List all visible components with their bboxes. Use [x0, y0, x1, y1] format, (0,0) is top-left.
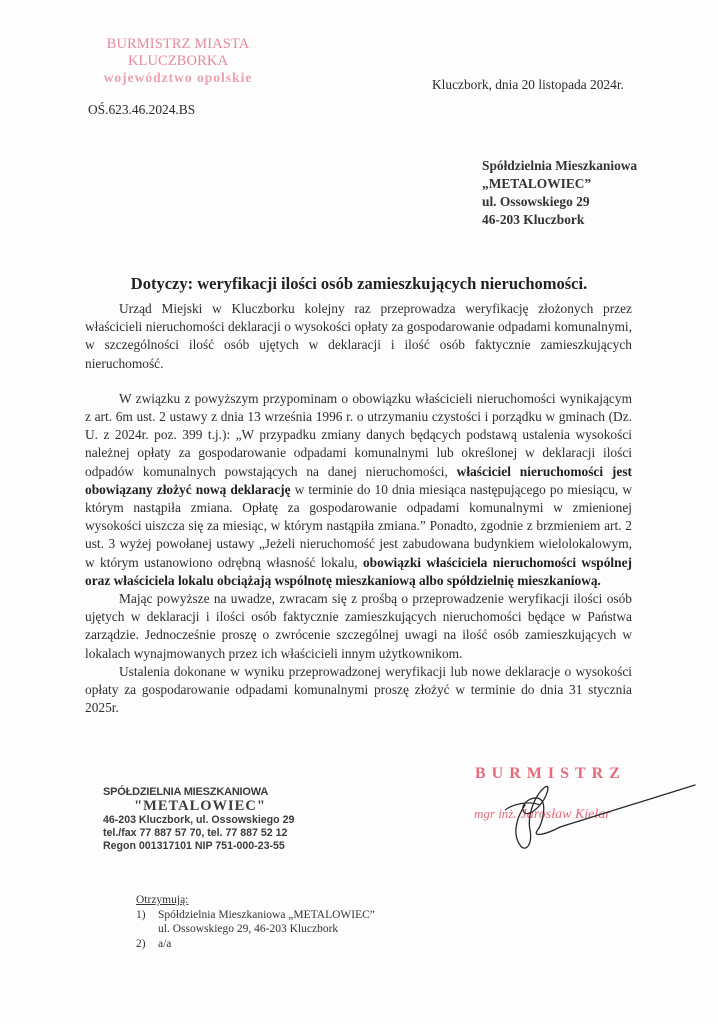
reference-number: OŚ.623.46.2024.BS [88, 102, 196, 117]
letter-date: Kluczbork, dnia 20 listopada 2024r. [432, 77, 624, 92]
paragraph-1: Urząd Miejski w Kluczborku kolejny raz przeprowadza weryfikację złożonych przez właścicieli nieruchomości deklaracji o wysokości opłaty za gospodarowanie odpadami komunalnymi, w szczególności ilość osób ujętych w deklaracji i ilość osób faktycznie zamieszkujących nieruchomość. [85, 301, 632, 371]
addressee-city: 46-203 Kluczbork [482, 212, 585, 227]
recipients-list: Otrzymują: 1) Spółdzielnia Mieszkaniowa „METALOWIEC” ul. Ossowskiego 29, 46-203 Kluczbork 2) a/a [136, 894, 375, 950]
mayor-title-stamp: BURMISTRZ [475, 765, 626, 782]
mayor-name-stamp: mgr inż. Jarosław Kielar [474, 806, 611, 822]
paragraph-4: Ustalenia dokonane w wyniku przeprowadzonej weryfikacji lub nowe deklaracje o wysokości opłaty za gospodarowanie odpadami komunalnymi proszę złożyć w terminie do dnia 31 stycznia 2025r. [85, 663, 632, 716]
cooperative-stamp: SPÓŁDZIELNIA MIESZKANIOWA "METALOWIEC" 46-203 Kluczbork, ul. Ossowskiego 29 tel./fax 77 887 57 70, tel. 77 887 52 12 Regon 001317101 NIP 751-000-23-55 [103, 786, 295, 852]
paragraph-2: W związku z powyższym przypominam o obowiązku właścicieli nieruchomości wynikającym z art. 6m ust. 2 ustawy z dnia 13 września 1996 r. o utrzymaniu czystości i porządku w gminach (Dz. U. z 2024r. poz. 399 t.j.): „W przypadku zmiany danych będących podstawą ustalenia wysokości należnej opłaty za gospodarowanie odpadami komunalnymi lub określonej w deklaracji ilości odpadów komunalnych powstających na danej nieruchomości, właściciel nieruchomości jest obowiązany złożyć nową deklarację w terminie do 10 dnia miesiąca następującego po miesiącu, w którym nastąpiła zmiana. Opłatę za gospodarowanie odpadami komunalnymi w zmienionej wysokości uiszcza się za miesiąc, w którym nastąpiła zmiana.” Ponadto, zgodnie z brzmieniem art. 2 ust. 3 wyżej powołanej ustawy „Jeżeli nieruchomość jest zabudowana budynkiem wielolokalowym, w którym ustanowiono odrębną własność lokalu, obowiązki właściciela nieruchomości wspólnej oraz właściciela lokalu obciążają wspólnotę mieszkaniową albo spółdzielnię mieszkaniową. [85, 390, 632, 588]
mayor-header-stamp [58, 36, 298, 86]
addressee-org: „METALOWIEC” [482, 176, 592, 191]
emphasis-cooperative: obowiązki właściciela nieruchomości wspólnej oraz właściciela lokalu obciążają wspólnotę mieszkaniową albo spółdzielnię mieszkaniową. [85, 554, 632, 588]
stamp-region: województwo opolskie [103, 70, 253, 85]
letter-body [85, 300, 632, 717]
addressee-name: Spółdzielnia Mieszkaniowa [482, 158, 638, 173]
addressee-block [482, 157, 637, 229]
emphasis-obligation: właściciel nieruchomości jest obowiązany złożyć nową deklarację [85, 463, 632, 497]
recipients-title: Otrzymują: [136, 894, 189, 906]
paragraph-3: Mając powyższe na uwadze, zwracam się z prośbą o przeprowadzenie weryfikacji ilości osób ujętych w deklaracji i ilości osób faktycznie zamieszkujących nieruchomości będące w Państwa zarządzie. Jednocześnie proszę o zwrócenie szczególnej uwagi na ilość osób zamieszkujących w lokalach wynajmowanych przez ich właścicieli innym użytkownikom. [85, 591, 632, 661]
recipient-item: 2) a/a [136, 937, 172, 950]
addressee-street: ul. Ossowskiego 29 [482, 194, 590, 209]
handwritten-signature-icon [485, 765, 715, 855]
recipient-item: 1) Spółdzielnia Mieszkaniowa „METALOWIEC” [136, 908, 375, 921]
letter-subject: Dotyczy: weryfikacji ilości osób zamieszkujących nieruchomości. [130, 274, 588, 293]
stamp-title: BURMISTRZ MIASTA KLUCZBORKA [106, 36, 250, 69]
